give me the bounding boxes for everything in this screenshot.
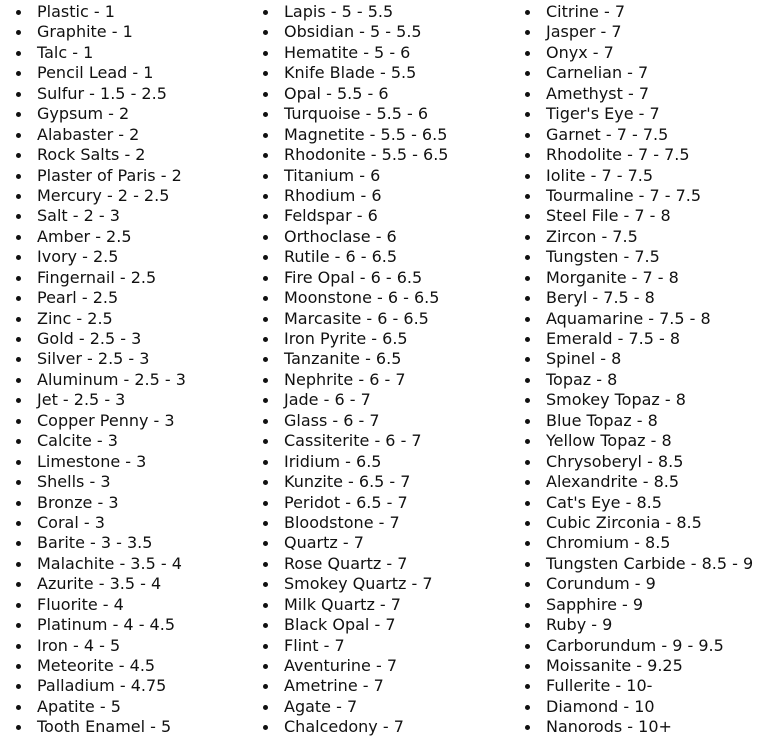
list-column-2 <box>256 2 448 738</box>
list-item: Iolite - 7 - 7.5 <box>518 166 753 186</box>
list-item: Rutile - 6 - 6.5 <box>256 247 448 267</box>
list-item: Carborundum - 9 - 9.5 <box>518 636 753 656</box>
list-item: Chrysoberyl - 8.5 <box>518 452 753 472</box>
list-item: Ivory - 2.5 <box>9 247 186 267</box>
list-item: Alabaster - 2 <box>9 125 186 145</box>
list-item: Talc - 1 <box>9 43 186 63</box>
list-item: Alexandrite - 8.5 <box>518 472 753 492</box>
list-item: Nanorods - 10+ <box>518 717 753 737</box>
list-item: Milk Quartz - 7 <box>256 595 448 615</box>
list-item: Orthoclase - 6 <box>256 227 448 247</box>
list-item: Cat's Eye - 8.5 <box>518 493 753 513</box>
list-item: Steel File - 7 - 8 <box>518 206 753 226</box>
list-item: Carnelian - 7 <box>518 63 753 83</box>
list-item: Jasper - 7 <box>518 22 753 42</box>
list-item: Silver - 2.5 - 3 <box>9 349 186 369</box>
list-item: Aluminum - 2.5 - 3 <box>9 370 186 390</box>
list-item: Moissanite - 9.25 <box>518 656 753 676</box>
list-column-3 <box>518 2 753 738</box>
list-item: Aventurine - 7 <box>256 656 448 676</box>
list-item: Palladium - 4.75 <box>9 676 186 696</box>
list-item: Moonstone - 6 - 6.5 <box>256 288 448 308</box>
list-item: Blue Topaz - 8 <box>518 411 753 431</box>
list-item: Meteorite - 4.5 <box>9 656 186 676</box>
list-item: Beryl - 7.5 - 8 <box>518 288 753 308</box>
list-item: Ametrine - 7 <box>256 676 448 696</box>
list-item: Opal - 5.5 - 6 <box>256 84 448 104</box>
list-column-1 <box>9 2 186 738</box>
list-item: Sulfur - 1.5 - 2.5 <box>9 84 186 104</box>
list-item: Titanium - 6 <box>256 166 448 186</box>
list-item: Iron - 4 - 5 <box>9 636 186 656</box>
list-item: Spinel - 8 <box>518 349 753 369</box>
list-item: Tanzanite - 6.5 <box>256 349 448 369</box>
list-item: Morganite - 7 - 8 <box>518 268 753 288</box>
list-item: Smokey Quartz - 7 <box>256 574 448 594</box>
list-item: Jade - 6 - 7 <box>256 390 448 410</box>
list-item: Fluorite - 4 <box>9 595 186 615</box>
list-item: Feldspar - 6 <box>256 206 448 226</box>
list-item: Pearl - 2.5 <box>9 288 186 308</box>
list-item: Iridium - 6.5 <box>256 452 448 472</box>
list-item: Diamond - 10 <box>518 697 753 717</box>
list-item: Rhodium - 6 <box>256 186 448 206</box>
list-item: Salt - 2 - 3 <box>9 206 186 226</box>
list-item: Azurite - 3.5 - 4 <box>9 574 186 594</box>
list-item: Barite - 3 - 3.5 <box>9 533 186 553</box>
list-item: Rose Quartz - 7 <box>256 554 448 574</box>
list-item: Hematite - 5 - 6 <box>256 43 448 63</box>
list-item: Kunzite - 6.5 - 7 <box>256 472 448 492</box>
list-item: Malachite - 3.5 - 4 <box>9 554 186 574</box>
list-item: Tiger's Eye - 7 <box>518 104 753 124</box>
list-item: Garnet - 7 - 7.5 <box>518 125 753 145</box>
list-item: Shells - 3 <box>9 472 186 492</box>
list-item: Platinum - 4 - 4.5 <box>9 615 186 635</box>
list-item: Chromium - 8.5 <box>518 533 753 553</box>
list-item: Marcasite - 6 - 6.5 <box>256 309 448 329</box>
list-item: Mercury - 2 - 2.5 <box>9 186 186 206</box>
list-item: Rock Salts - 2 <box>9 145 186 165</box>
list-item: Iron Pyrite - 6.5 <box>256 329 448 349</box>
list-item: Fullerite - 10- <box>518 676 753 696</box>
list-item: Nephrite - 6 - 7 <box>256 370 448 390</box>
list-item: Zircon - 7.5 <box>518 227 753 247</box>
list-item: Ruby - 9 <box>518 615 753 635</box>
list-item: Tooth Enamel - 5 <box>9 717 186 737</box>
list-item: Lapis - 5 - 5.5 <box>256 2 448 22</box>
list-item: Rhodolite - 7 - 7.5 <box>518 145 753 165</box>
list-item: Black Opal - 7 <box>256 615 448 635</box>
list-item: Bronze - 3 <box>9 493 186 513</box>
list-item: Agate - 7 <box>256 697 448 717</box>
list-item: Obsidian - 5 - 5.5 <box>256 22 448 42</box>
list-item: Jet - 2.5 - 3 <box>9 390 186 410</box>
list-item: Copper Penny - 3 <box>9 411 186 431</box>
list-item: Aquamarine - 7.5 - 8 <box>518 309 753 329</box>
list-item: Yellow Topaz - 8 <box>518 431 753 451</box>
list-item: Tungsten Carbide - 8.5 - 9 <box>518 554 753 574</box>
list-item: Glass - 6 - 7 <box>256 411 448 431</box>
list-item: Fingernail - 2.5 <box>9 268 186 288</box>
list-item: Tourmaline - 7 - 7.5 <box>518 186 753 206</box>
list-item: Graphite - 1 <box>9 22 186 42</box>
list-item: Amber - 2.5 <box>9 227 186 247</box>
list-item: Cubic Zirconia - 8.5 <box>518 513 753 533</box>
list-item: Turquoise - 5.5 - 6 <box>256 104 448 124</box>
list-item: Corundum - 9 <box>518 574 753 594</box>
list-item: Smokey Topaz - 8 <box>518 390 753 410</box>
list-item: Tungsten - 7.5 <box>518 247 753 267</box>
list-item: Bloodstone - 7 <box>256 513 448 533</box>
list-item: Gypsum - 2 <box>9 104 186 124</box>
list-item: Topaz - 8 <box>518 370 753 390</box>
list-item: Emerald - 7.5 - 8 <box>518 329 753 349</box>
list-item: Pencil Lead - 1 <box>9 63 186 83</box>
list-item: Flint - 7 <box>256 636 448 656</box>
list-item: Onyx - 7 <box>518 43 753 63</box>
list-item: Gold - 2.5 - 3 <box>9 329 186 349</box>
list-item: Magnetite - 5.5 - 6.5 <box>256 125 448 145</box>
list-item: Plastic - 1 <box>9 2 186 22</box>
list-item: Limestone - 3 <box>9 452 186 472</box>
list-item: Amethyst - 7 <box>518 84 753 104</box>
list-item: Calcite - 3 <box>9 431 186 451</box>
list-item: Cassiterite - 6 - 7 <box>256 431 448 451</box>
list-item: Knife Blade - 5.5 <box>256 63 448 83</box>
list-item: Rhodonite - 5.5 - 6.5 <box>256 145 448 165</box>
list-item: Chalcedony - 7 <box>256 717 448 737</box>
list-item: Quartz - 7 <box>256 533 448 553</box>
list-item: Plaster of Paris - 2 <box>9 166 186 186</box>
list-item: Zinc - 2.5 <box>9 309 186 329</box>
list-item: Citrine - 7 <box>518 2 753 22</box>
list-item: Fire Opal - 6 - 6.5 <box>256 268 448 288</box>
list-item: Apatite - 5 <box>9 697 186 717</box>
list-item: Coral - 3 <box>9 513 186 533</box>
list-item: Sapphire - 9 <box>518 595 753 615</box>
list-item: Peridot - 6.5 - 7 <box>256 493 448 513</box>
